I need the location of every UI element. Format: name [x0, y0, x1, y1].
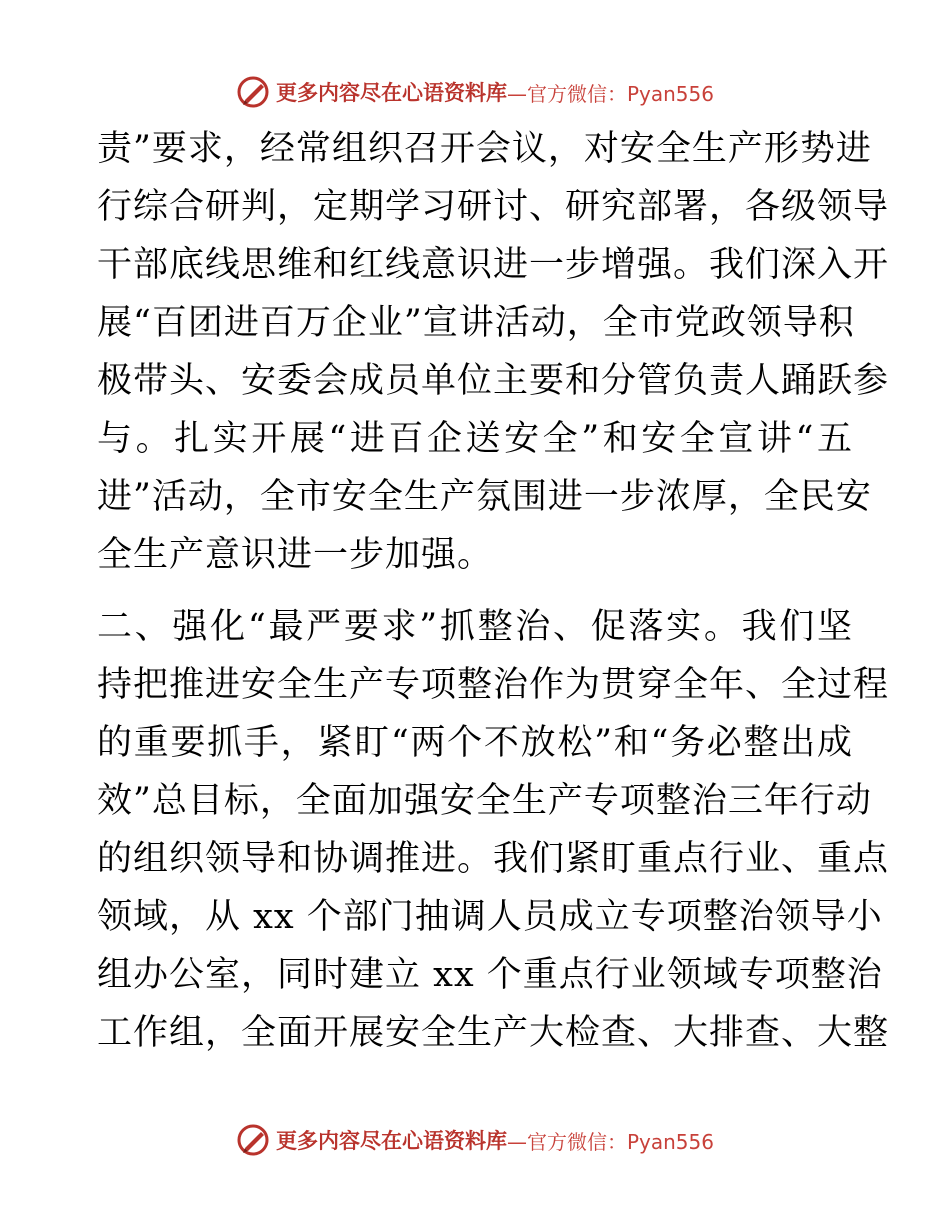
text-line: 行综合研判，定期学习研讨、研究部署，各级领导	[97, 187, 890, 227]
text-line: 工作组，全面开展安全生产大检查、大排查、大整	[97, 1013, 890, 1053]
document-body	[97, 120, 890, 1062]
text-line: 持把推进安全生产专项整治作为贯穿全年、全过程	[97, 665, 890, 705]
footer-watermark	[0, 1120, 950, 1160]
header-brand-text: 更多内容尽在心语资料库	[275, 80, 507, 105]
text-line: 效”总目标，全面加强安全生产专项整治三年行动	[97, 781, 872, 821]
text-line: 与。扎实开展“进百企送安全”和安全宣讲“五	[97, 419, 853, 459]
text-line: 领域，从 xx 个部门抽调人员成立专项整治领导小	[97, 897, 883, 937]
text-line: 责”要求，经常组织召开会议，对安全生产形势进	[97, 129, 872, 169]
pen-logo-icon	[236, 1123, 270, 1157]
text-line: 二、强化“最严要求”抓整治、促落实。我们坚	[97, 607, 853, 647]
paragraph	[97, 120, 890, 584]
text-line: 的组织领导和协调推进。我们紧盯重点行业、重点	[97, 839, 890, 879]
footer-contact-text: —官方微信：Pyan556	[506, 1129, 714, 1154]
pen-logo-icon	[236, 75, 270, 109]
footer-brand-text: 更多内容尽在心语资料库	[275, 1128, 507, 1153]
text-line: 全生产意识进一步加强。	[97, 535, 494, 575]
header-watermark	[0, 72, 950, 112]
text-line: 组办公室，同时建立 xx 个重点行业领域专项整治	[97, 955, 883, 995]
text-line: 的重要抓手，紧盯“两个不放松”和“务必整出成	[97, 723, 853, 763]
paragraph	[97, 598, 890, 1062]
header-contact-text: —官方微信：Pyan556	[506, 81, 714, 106]
text-line: 干部底线思维和红线意识进一步增强。我们深入开	[97, 245, 890, 285]
text-line: 展“百团进百万企业”宣讲活动，全市党政领导积	[97, 303, 855, 343]
text-line: 进”活动，全市安全生产氛围进一步浓厚，全民安	[97, 477, 872, 517]
text-line: 极带头、安委会成员单位主要和分管负责人踊跃参	[97, 361, 890, 401]
